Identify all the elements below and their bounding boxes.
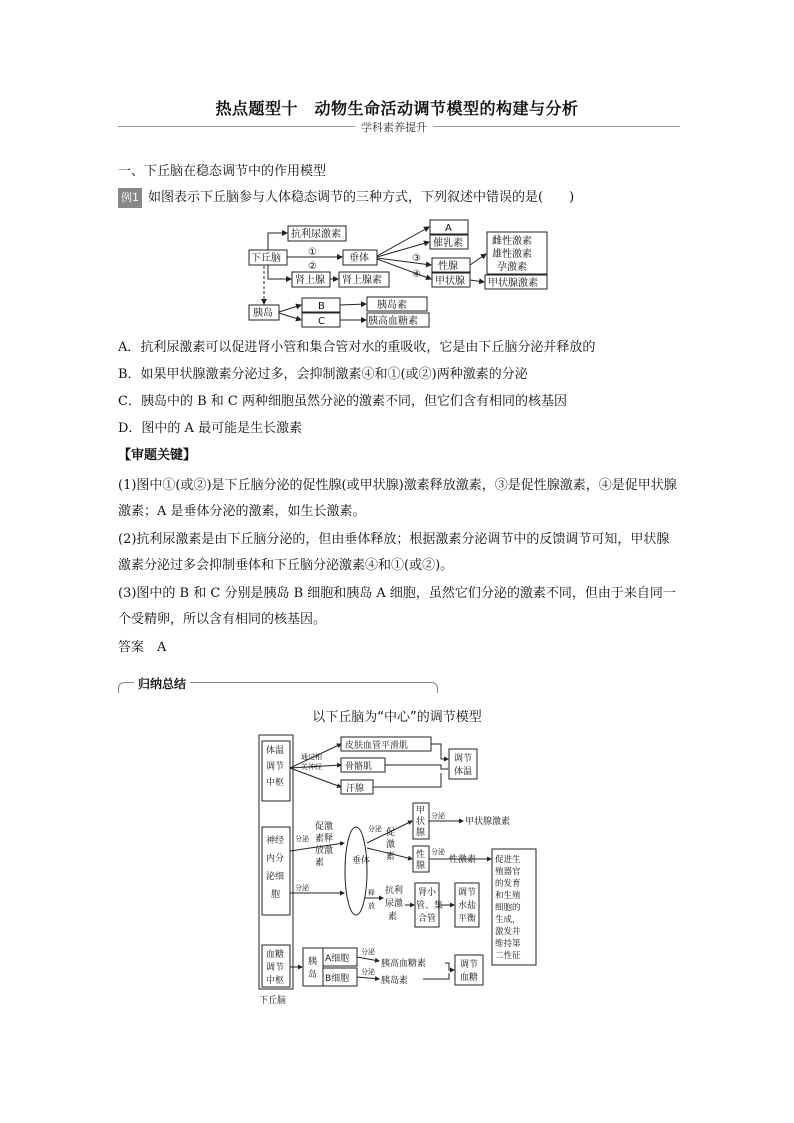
label-glucose-center-3: 中枢 <box>266 976 285 986</box>
regulation-model-diagram <box>255 733 545 1008</box>
option-c: C．胰岛中的 B 和 C 两种细胞虽然分泌的激素不同，但它们含有相同的核基因 <box>118 394 567 409</box>
label-pituitary-1: 垂体 <box>352 856 371 866</box>
label-regulate-temp-1: 调节 <box>454 754 473 764</box>
label-adrenaline: 肾上腺素 <box>342 275 382 286</box>
label-progestin: 孕激素 <box>497 262 527 273</box>
summary-label: 归纳总结 <box>134 675 190 692</box>
label-releasing-4: 素 <box>315 858 325 868</box>
label-promote-3: 的发育 <box>495 879 521 889</box>
box-islet <box>303 948 323 986</box>
label-release-2: 放 <box>368 902 375 910</box>
label-releasing-2: 素释 <box>315 834 334 844</box>
label-islet-2: 岛 <box>308 970 318 980</box>
key-point-3: (3)图中的 B 和 C 分别是胰岛 B 细胞和胰岛 A 细胞，虽然它们分泌的激素不同，但由于来自同一个受精卵，所以含有相同的核基因。 <box>118 586 676 627</box>
example-diagram <box>240 216 560 332</box>
label-tropic-3: 素 <box>386 852 396 862</box>
label-thyroid-3: 腺 <box>416 828 426 838</box>
label-kidney-1: 肾小 <box>418 888 437 898</box>
label-n3: ③ <box>412 253 421 264</box>
label-thyroid-2: 状 <box>416 817 426 827</box>
label-n4: ④ <box>412 269 421 280</box>
label-thyroxine: 甲状腺激素 <box>488 278 538 289</box>
label-secrete-1: 分泌 <box>295 835 309 843</box>
label-tropic-1: 促 <box>386 828 396 838</box>
label-c: C <box>318 316 325 327</box>
label-promote-9: 二性征 <box>495 951 521 961</box>
label-n2: ② <box>308 261 317 272</box>
label-kidney-3: 合管 <box>418 914 437 924</box>
label-gonad-1: 性 <box>416 850 426 860</box>
label-temp-center-3: 中枢 <box>266 778 285 788</box>
page-title: 热点题型十 动物生命活动调节模型的构建与分析 <box>215 99 579 118</box>
key-heading: 【审题关键】 <box>118 448 197 463</box>
label-sex-hormone: 性激素 <box>449 855 477 865</box>
example-question <box>118 188 678 208</box>
label-insulin: 胰岛素 <box>381 976 409 986</box>
label-via-nerves-1: 通过相 <box>301 753 322 761</box>
label-thyroxine: 甲状腺激素 <box>465 817 511 827</box>
label-thyroid-1: 甲 <box>416 806 426 816</box>
label-promote-6: 生成， <box>495 915 521 925</box>
label-estrogen: 雌性激素 <box>492 236 532 247</box>
label-promote-1: 促进生 <box>495 855 521 865</box>
label-islet: 胰岛 <box>253 308 273 319</box>
label-glucagon: 胰高血糖素 <box>381 959 427 969</box>
label-secrete-5: 分泌 <box>431 848 445 856</box>
label-a-cell: A细胞 <box>325 954 350 964</box>
label-androgen: 雄性激素 <box>492 249 532 260</box>
label-kidney-2: 管、集 <box>416 901 444 911</box>
label-water-2: 水盐 <box>458 901 477 911</box>
label-secrete-7: 分泌 <box>361 968 375 976</box>
label-neuro-3: 泌细 <box>266 872 285 882</box>
example-tag: 例1 <box>118 188 142 208</box>
label-neuro-4: 胞 <box>271 890 281 900</box>
label-glucagon: 胰高血糖素 <box>368 316 418 327</box>
label-promote-7: 激发并 <box>495 927 521 937</box>
label-glucose-center-1: 血糖 <box>266 950 285 960</box>
label-neuro-1: 神经 <box>266 836 285 846</box>
section-subtitle: 学科素养提升 <box>355 119 433 135</box>
label-releasing-3: 放激 <box>315 846 334 856</box>
label-n1: ① <box>308 247 317 258</box>
label-hypothalamus: 下丘脑 <box>251 253 281 264</box>
label-regulate-glucose-2: 血糖 <box>460 973 479 983</box>
label-adh-1: 抗利 <box>385 886 404 896</box>
label-via-nerves-2: 关神经 <box>301 763 322 771</box>
label-adrenal: 肾上腺 <box>295 275 325 286</box>
option-a: A．抗利尿激素可以促进肾小管和集合管对水的重吸收，它是由下丘脑分泌并释放的 <box>118 340 596 355</box>
label-prolactin: 催乳素 <box>433 238 463 249</box>
label-secrete-4: 分泌 <box>431 812 445 820</box>
label-secrete-3: 分泌 <box>368 825 382 833</box>
label-pituitary: 垂体 <box>349 253 369 264</box>
label-gonad-2: 腺 <box>416 861 426 871</box>
label-secrete-2: 分泌 <box>295 884 309 892</box>
label-promote-4: 和生殖 <box>495 891 521 901</box>
label-adh-3: 素 <box>388 912 398 922</box>
label-islet-1: 胰 <box>308 957 318 967</box>
label-b: B <box>318 301 325 312</box>
question-text: 如图表示下丘脑参与人体稳态调节的三种方式，下列叙述中错误的是( ) <box>148 190 575 205</box>
label-water-3: 平衡 <box>458 914 477 924</box>
label-sweat: 汗腺 <box>346 784 365 794</box>
key-point-1: (1)图中①(或②)是下丘脑分泌的促性腺(或甲状腺)激素释放激素，③是促性腺激素，④是促甲状腺激素；A 是垂体分泌的激素，如生长激素。 <box>118 478 677 519</box>
label-b-cell: B细胞 <box>325 974 350 984</box>
label-temp-center-1: 体温 <box>266 746 285 756</box>
option-d: D．图中的 A 最可能是生长激素 <box>118 421 303 436</box>
label-promote-2: 殖器官 <box>495 867 521 877</box>
section-heading: 一、下丘脑在稳态调节中的作用模型 <box>118 164 327 179</box>
answer: 答案 A <box>118 640 167 655</box>
label-hypothalamus: 下丘脑 <box>259 996 287 1006</box>
key-point-2: (2)抗利尿激素是由下丘脑分泌的，但由垂体释放；根据激素分泌调节中的反馈调节可知，甲状腺激素分泌过多会抑制垂体和下丘脑分泌激素④和①(或②)。 <box>118 532 670 573</box>
label-insulin: 胰岛素 <box>377 300 407 311</box>
label-neuro-2: 内分 <box>266 854 285 864</box>
label-release-1: 释 <box>368 889 375 897</box>
option-b: B．如果甲状腺激素分泌过多，会抑制激素④和①(或②)两种激素的分泌 <box>118 367 528 382</box>
label-adh-2: 尿激 <box>385 899 404 909</box>
label-secrete-6: 分泌 <box>361 948 375 956</box>
label-promote-5: 细胞的 <box>495 903 521 913</box>
label-water-1: 调节 <box>458 888 477 898</box>
label-promote-8: 维持第 <box>495 939 521 949</box>
label-regulate-temp-2: 体温 <box>454 767 473 777</box>
label-glucose-center-2: 调节 <box>266 963 285 973</box>
label-regulate-glucose-1: 调节 <box>460 960 479 970</box>
ellipse-pituitary <box>345 827 367 915</box>
label-a: A <box>445 223 452 234</box>
label-gonad: 性腺 <box>438 261 458 272</box>
label-tropic-2: 激 <box>386 840 396 850</box>
label-temp-center-2: 调节 <box>266 762 285 772</box>
label-releasing-1: 促激 <box>315 822 334 832</box>
label-skeletal: 骨骼肌 <box>345 762 373 772</box>
label-skin: 皮肤血管平滑肌 <box>345 741 409 751</box>
label-adh: 抗利尿激素 <box>291 229 341 240</box>
model-title: 以下丘脑为“中心”的调节模型 <box>312 710 482 725</box>
label-thyroid: 甲状腺 <box>435 276 465 287</box>
